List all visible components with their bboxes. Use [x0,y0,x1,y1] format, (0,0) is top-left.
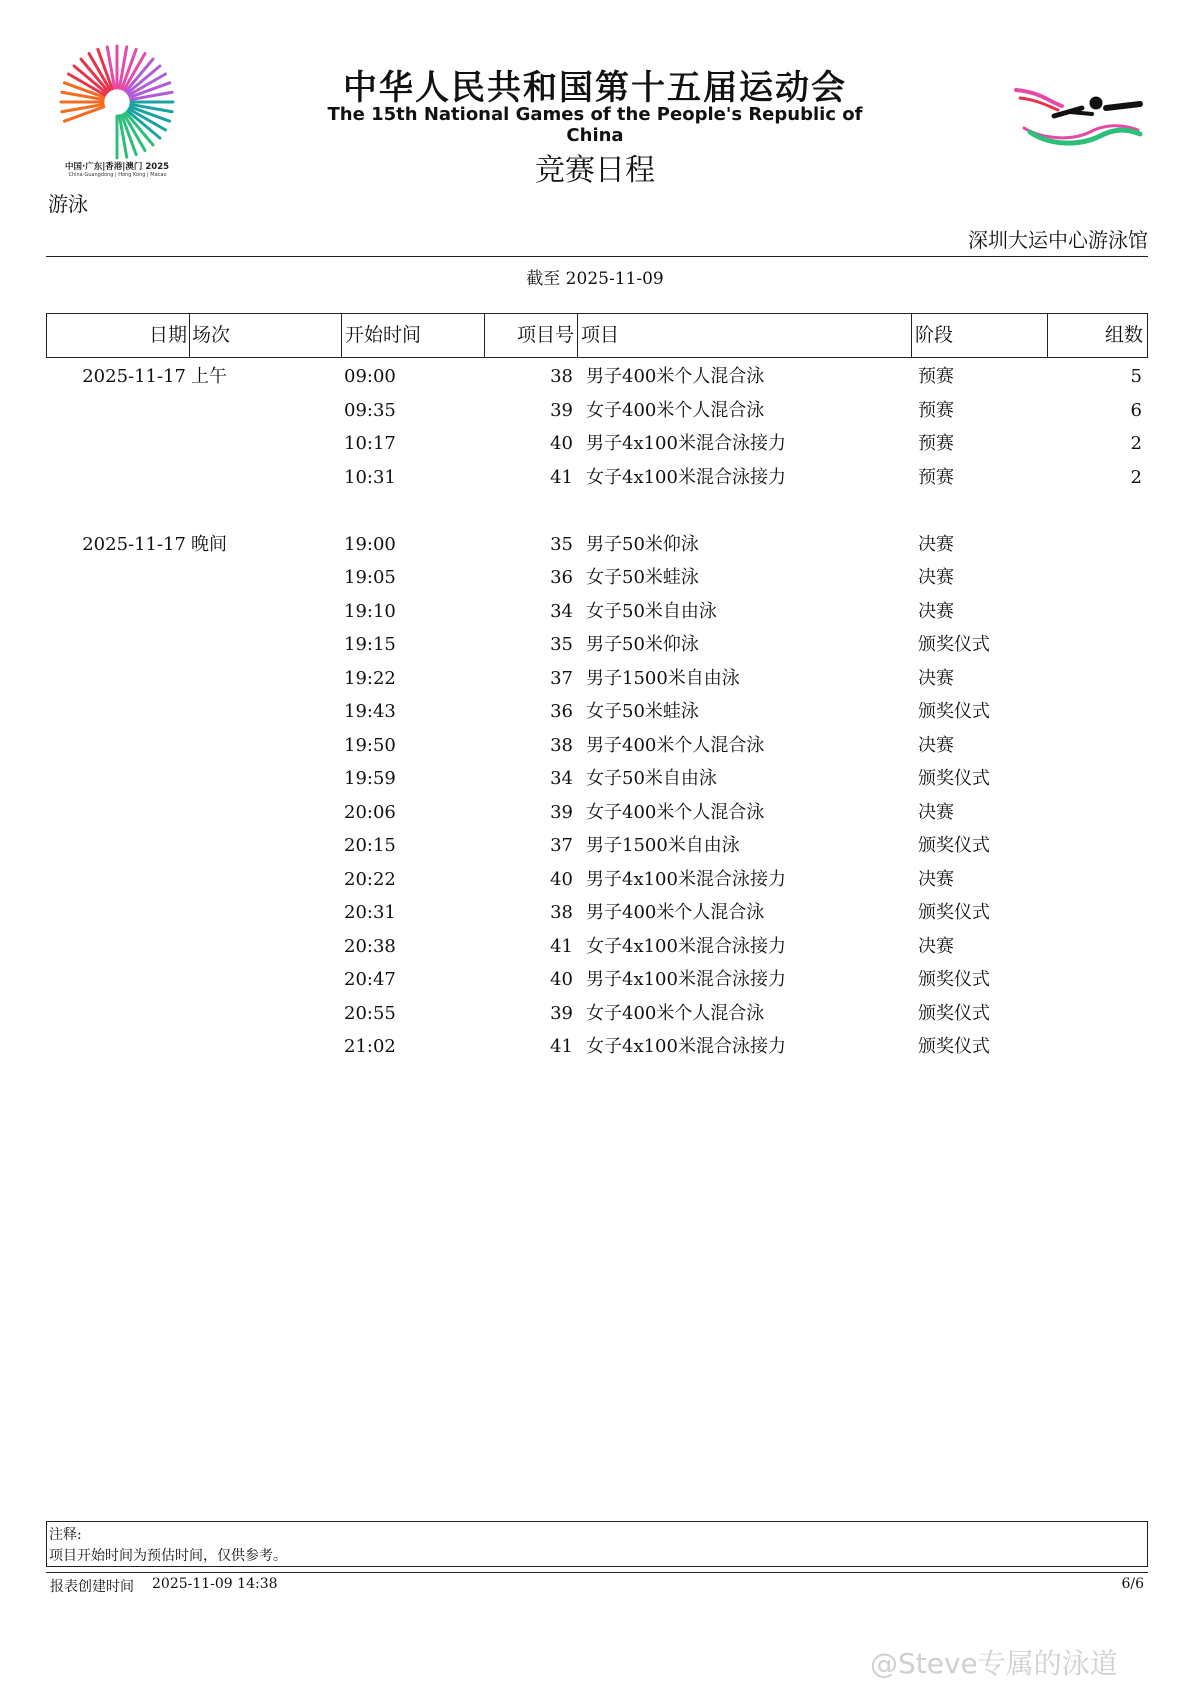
row-event-number: 40 [550,868,573,890]
table-row [46,963,1146,997]
row-phase: 预赛 [918,366,954,387]
row-start-time: 19:00 [344,533,396,555]
row-event-number: 41 [550,1036,573,1057]
report-created-label: 报表创建时间 [50,1579,134,1595]
row-phase: 决赛 [918,567,954,588]
column-header-event-number: 项目号 [516,324,574,346]
row-heats: 5 [1130,366,1142,387]
row-start-time: 20:15 [344,835,396,856]
row-event-number: 35 [550,634,573,655]
games-emblem-logo [50,40,185,190]
notes-text: 项目开始时间为预估时间，仅供参考。 [49,1548,287,1564]
row-event-number: 34 [550,600,573,622]
row-event: 男子1500米自由泳 [586,667,740,689]
column-header-session: 场次 [192,324,231,346]
row-start-time: 19:22 [344,667,396,689]
row-event: 女子400米个人混合泳 [586,399,765,421]
row-event-number: 36 [550,701,573,722]
row-event-number: 39 [550,801,573,823]
row-phase: 决赛 [918,533,954,555]
row-event-number: 39 [550,1002,573,1024]
row-heats: 2 [1130,433,1142,454]
column-header-phase: 阶段 [915,324,954,346]
row-start-time: 10:31 [344,466,396,488]
row-event-number: 38 [550,902,573,923]
row-heats: 6 [1130,399,1142,421]
row-phase: 预赛 [918,433,954,454]
header-divider [46,256,1148,257]
row-event: 女子50米蛙泳 [586,701,699,722]
row-event: 女子4x100米混合泳接力 [586,935,786,957]
row-start-time: 20:22 [344,868,396,890]
notes-label: 注释: [49,1527,82,1543]
row-date: 2025-11-17 [82,533,186,555]
row-phase: 决赛 [918,935,954,957]
table-row [46,796,1146,830]
row-event: 女子400米个人混合泳 [586,801,765,823]
row-event: 男子4x100米混合泳接力 [586,969,786,990]
row-start-time: 20:55 [344,1002,396,1024]
row-event: 男子400米个人混合泳 [586,734,765,756]
row-start-time: 19:59 [344,768,396,789]
row-phase: 预赛 [918,466,954,488]
column-divider [341,314,342,357]
sport-label: 游泳 [48,192,88,216]
table-row [46,1030,1146,1064]
row-start-time: 19:43 [344,701,396,722]
notes-box [46,1521,1148,1567]
swimming-pictogram-icon [1010,80,1145,155]
column-header-date: 日期 [148,324,187,346]
page-title: 竞赛日程 [535,153,655,188]
row-event: 男子400米个人混合泳 [586,902,765,923]
row-event: 女子50米自由泳 [586,768,717,789]
row-event: 男子50米仰泳 [586,533,699,555]
row-phase: 颁奖仪式 [918,1002,990,1024]
table-row [46,394,1146,428]
schedule-table-header [46,313,1148,358]
row-start-time: 10:17 [344,433,396,454]
row-date: 2025-11-17 [82,366,186,387]
row-session: 上午 [191,366,227,387]
logo-subtext: China·Guangdong | Hong Kong | Macao [68,172,167,178]
row-event: 女子4x100米混合泳接力 [586,466,786,488]
watermark: @Steve专属的泳道 [870,1647,1118,1680]
row-phase: 决赛 [918,600,954,622]
row-phase: 颁奖仪式 [918,969,990,990]
table-row [46,461,1146,495]
row-event-number: 36 [550,567,573,588]
table-row [46,930,1146,964]
column-header-event: 项目 [581,324,620,346]
row-event: 男子4x100米混合泳接力 [586,433,786,454]
row-event-number: 37 [550,835,573,856]
table-row [46,662,1146,696]
table-row [46,863,1146,897]
venue-name: 深圳大运中心游泳馆 [968,228,1148,252]
row-start-time: 09:35 [344,399,396,421]
row-event: 男子1500米自由泳 [586,835,740,856]
table-row [46,896,1146,930]
footer-divider [46,1572,1148,1573]
table-row [46,762,1146,796]
row-start-time: 19:10 [344,600,396,622]
row-event-number: 38 [550,734,573,756]
table-row [46,360,1146,394]
row-event: 男子400米个人混合泳 [586,366,765,387]
column-divider [577,314,578,357]
row-event-number: 41 [550,935,573,957]
row-event-number: 35 [550,533,573,555]
row-event: 女子4x100米混合泳接力 [586,1036,786,1057]
table-row [46,427,1146,461]
row-event: 女子50米自由泳 [586,600,717,622]
row-event-number: 39 [550,399,573,421]
row-event-number: 41 [550,466,573,488]
row-start-time: 19:05 [344,567,396,588]
page-number: 6/6 [1121,1576,1144,1592]
row-phase: 颁奖仪式 [918,701,990,722]
row-phase: 决赛 [918,868,954,890]
row-start-time: 09:00 [344,366,396,387]
row-event: 男子4x100米混合泳接力 [586,868,786,890]
table-row [46,829,1146,863]
column-divider [911,314,912,357]
row-phase: 预赛 [918,399,954,421]
row-start-time: 19:50 [344,734,396,756]
row-start-time: 20:38 [344,935,396,957]
column-divider [189,314,190,357]
as-of-date: 截至 2025-11-09 [526,269,664,289]
row-start-time: 19:15 [344,634,396,655]
row-event-number: 37 [550,667,573,689]
row-phase: 决赛 [918,667,954,689]
row-heats: 2 [1130,466,1142,488]
row-phase: 颁奖仪式 [918,902,990,923]
table-row [46,595,1146,629]
row-phase: 颁奖仪式 [918,634,990,655]
row-session: 晚间 [191,533,227,555]
row-phase: 颁奖仪式 [918,835,990,856]
row-start-time: 20:31 [344,902,396,923]
logo-text: 中国·广东|香港|澳门 2025 [64,162,170,172]
row-event: 女子50米蛙泳 [586,567,699,588]
row-event: 女子400米个人混合泳 [586,1002,765,1024]
row-start-time: 21:02 [344,1036,396,1057]
table-row [46,997,1146,1031]
row-event: 男子50米仰泳 [586,634,699,655]
row-event-number: 40 [550,433,573,454]
table-row [46,528,1146,562]
column-header-heats: 组数 [1104,324,1143,346]
row-phase: 颁奖仪式 [918,768,990,789]
row-event-number: 40 [550,969,573,990]
row-phase: 决赛 [918,734,954,756]
table-row [46,729,1146,763]
column-header-start-time: 开始时间 [345,324,422,346]
table-row [46,628,1146,662]
report-created-time: 2025-11-09 14:38 [152,1576,278,1592]
games-title-chinese: 中华人民共和国第十五届运动会 [343,68,847,108]
games-title-english: The 15th National Games of the People's Republic of China [327,104,863,146]
row-start-time: 20:47 [344,969,396,990]
row-event-number: 34 [550,768,573,789]
table-row [46,695,1146,729]
row-event-number: 38 [550,366,573,387]
row-phase: 决赛 [918,801,954,823]
row-start-time: 20:06 [344,801,396,823]
table-row [46,561,1146,595]
row-phase: 颁奖仪式 [918,1036,990,1057]
